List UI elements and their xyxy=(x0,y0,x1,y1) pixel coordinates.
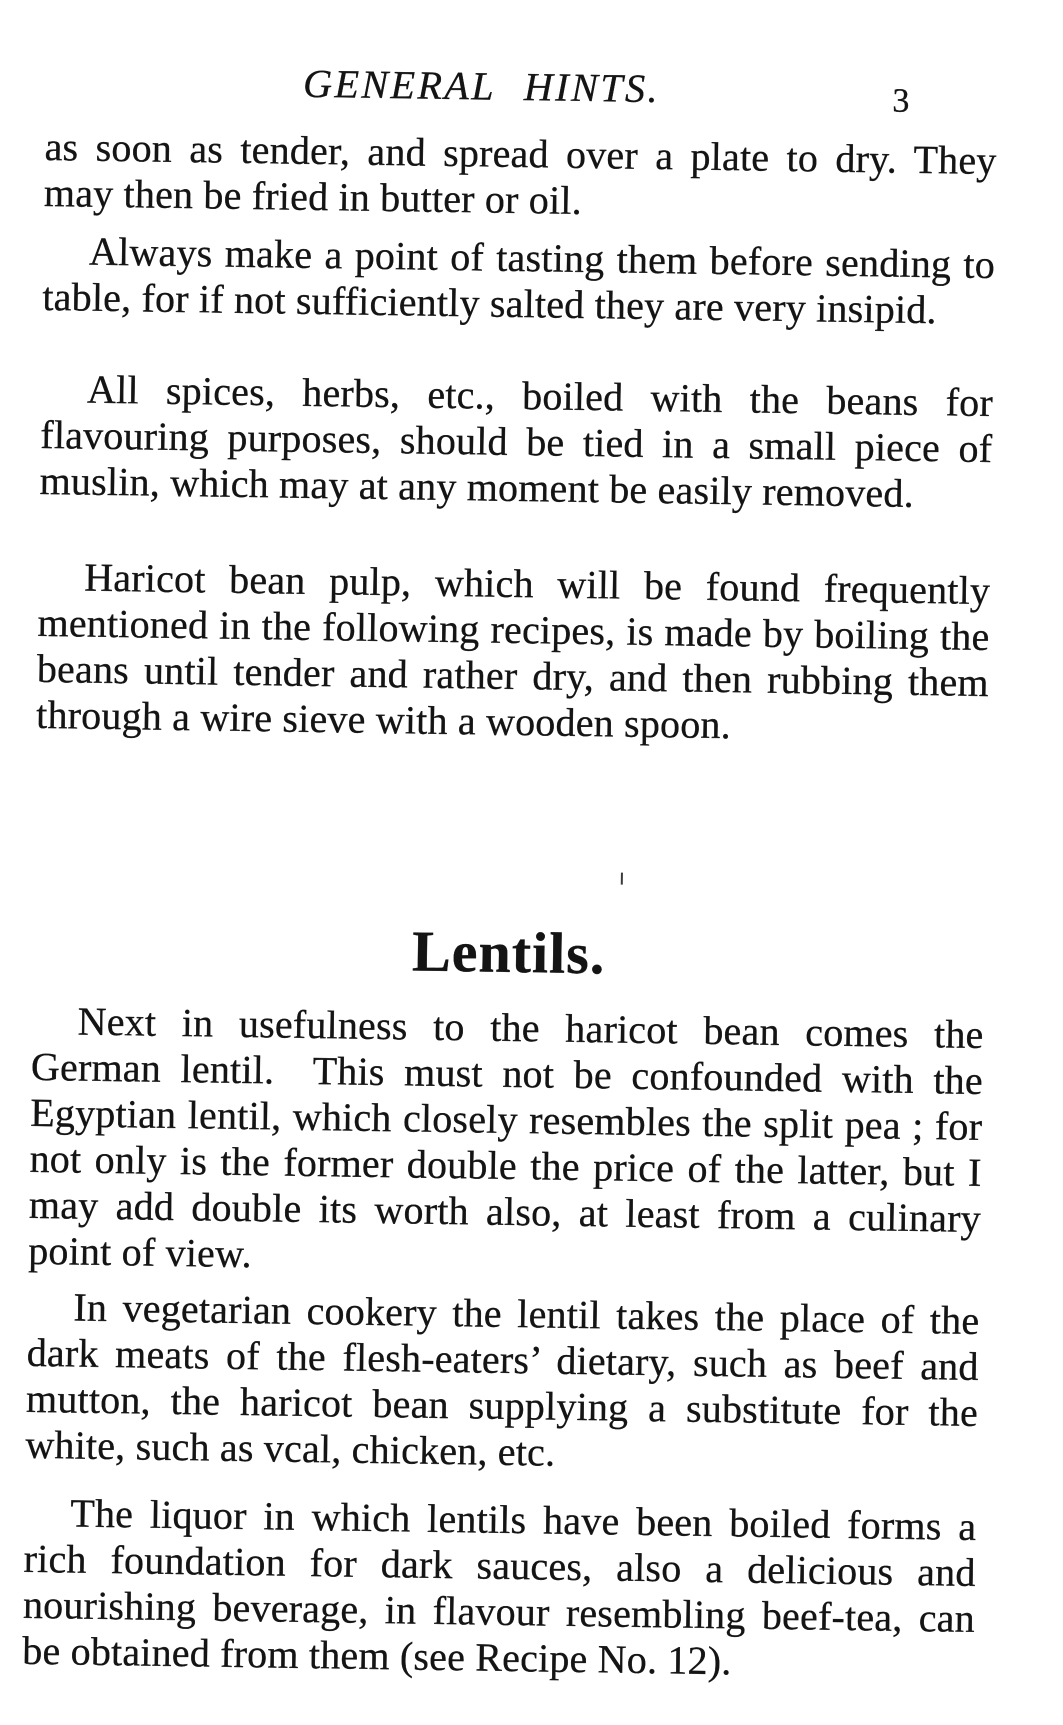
paragraph: All spices, herbs, etc., boiled with the beans for flavouring purposes, should be tied in a small piece of muslin, which may at any moment be easily removed. xyxy=(39,366,994,516)
paragraph: Haricot bean pulp, which will be found frequently mentioned in the following recipes, is made by boiling the beans until tender and rather dry, and then rubbing them through a wire sieve with a wooden spoon. xyxy=(35,554,991,748)
paragraph-continuation: as soon as tender, and spread over a plate to dry. They may then be fried in butter or oil. xyxy=(43,123,997,223)
page-content xyxy=(21,56,998,1725)
paragraph: Next in usefulness to the haricot bean comes the German lentil. This must not be confounded with the Egyptian lentil, which closely resembles the split pea ; for not only is the former double the price of the latter, but I may add double its worth also, at least from a culinary point of view. xyxy=(27,998,984,1277)
paragraph: In vegetarian cookery the lentil takes the place of the dark meats of the flesh-eaters’ dietary, such as beef and mutton, the haricot bean supplying a substitute for the white, such as vcal, chicken, etc. xyxy=(25,1284,980,1475)
section-heading: Lentils. xyxy=(411,918,606,987)
paragraph: The liquor in which lentils have been boiled forms a rich foundation for dark sauces, also a delicious and nourishing beverage, in flavour resembling beef-tea, can be obtained from them (see Recipe No. 12). xyxy=(22,1490,977,1684)
page-number: 3 xyxy=(892,82,910,120)
paragraph: Always make a point of tasting them before sending to table, for if not sufficiently salted they are very insipid. xyxy=(42,228,996,333)
running-title: GENERAL HINTS. xyxy=(302,60,661,112)
page-header xyxy=(45,56,998,120)
scan-artifact-mark xyxy=(621,873,623,885)
